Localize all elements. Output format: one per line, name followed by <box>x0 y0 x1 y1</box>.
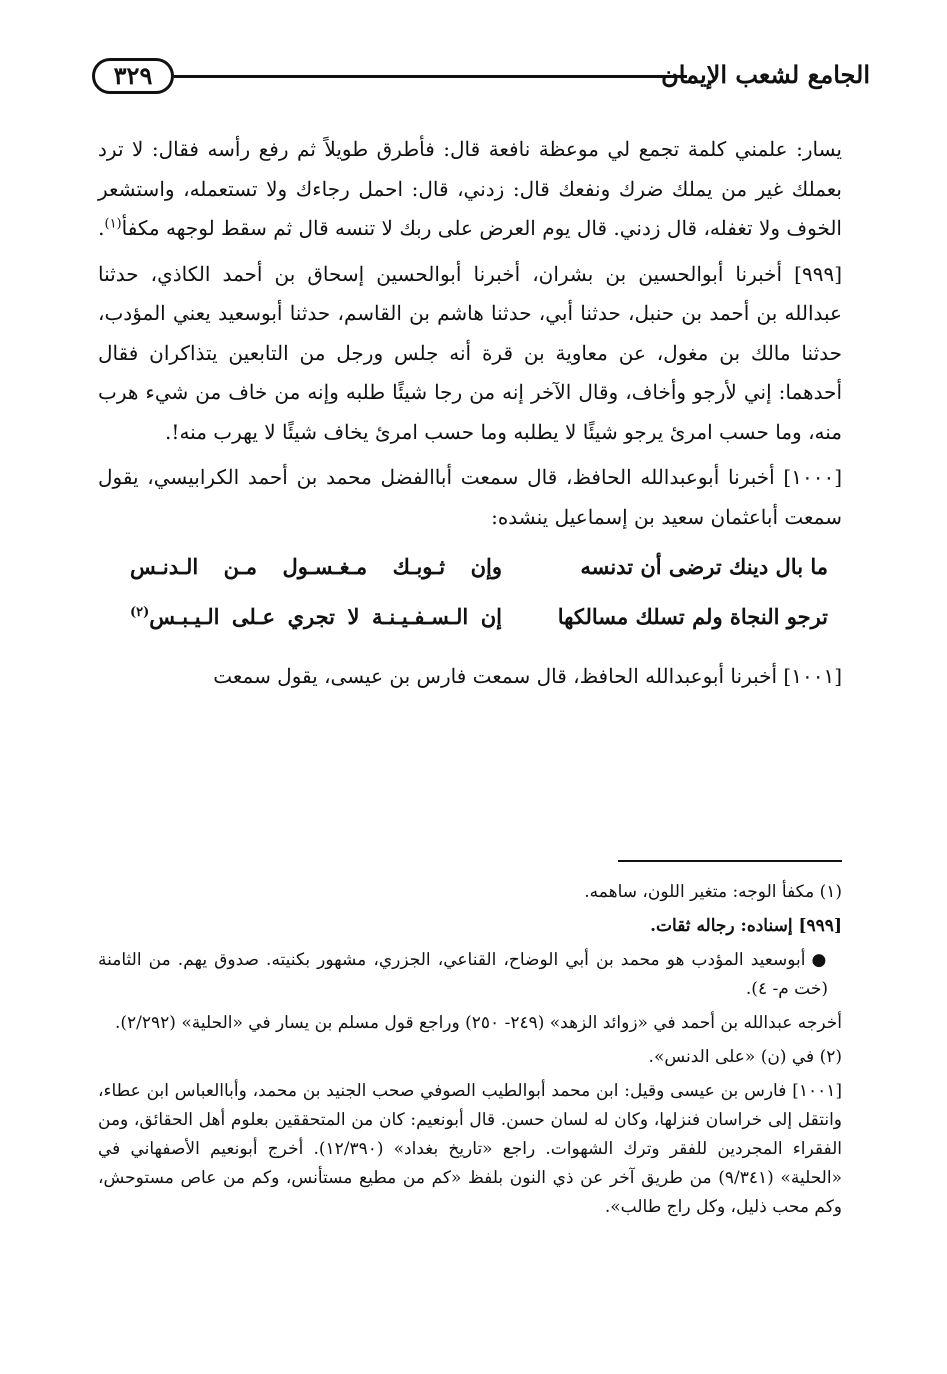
poem-hemistich <box>130 597 502 637</box>
page-number: ٣٢٩ <box>92 58 174 94</box>
paragraph-continuation <box>98 130 842 249</box>
footnote-999-narrator <box>98 946 842 1004</box>
page-header <box>92 58 870 100</box>
poem-verse <box>98 547 842 597</box>
paragraph-text: يسار: علمني كلمة تجمع لي موعظة نافعة قال: فأطرق طويلاً ثم رفع رأسه فقال: لا ترد بعملك غير من يملك ضرك ونفعك قال: زدني، قال: احمل رجاءك ولا تستعمله، واستشعر الخوف ولا تغفله، قال زدني. قال يوم العرض على ربك لا تنسه قال ثم سقط لوجهه مكفأ <box>98 137 842 240</box>
header-rule <box>174 75 687 78</box>
footnote-999-heading <box>98 912 842 941</box>
paragraph-end: . <box>98 216 105 240</box>
footnote-999-narrator-text: أبوسعيد المؤدب هو محمد بن أبي الوضاح، القناعي، الجزري، مشهور بكنيته. صدوق يهم. من الثامنة (خت م- ٤). <box>98 950 828 999</box>
poem-hemistich: ما بال دينك ترضى أن تدنسه <box>580 554 828 579</box>
footnote-reference: (٢) <box>130 605 150 620</box>
hadith-1000: [١٠٠٠] أخبرنا أبوعبدالله الحافظ، قال سمعت أباالفضل محمد بن أحمد الكرابيسي، يقول سمعت أباعثمان سعيد بن إسماعيل ينشده: <box>98 465 842 529</box>
poem-hemistich: وإن ثـوبـك مـغـسـول مـن الـدنـس <box>130 554 502 579</box>
footnote-2: (٢) في (ن) «على الدنس». <box>648 1047 842 1067</box>
running-title: الجامع لشعب الإيمان <box>661 60 870 89</box>
poem-hemistich: ترجو النجاة ولم تسلك مسالكها <box>557 604 828 629</box>
hadith-1001: [١٠٠١] أخبرنا أبوعبدالله الحافظ، قال سمعت فارس بن عيسى، يقول سمعت <box>213 664 842 688</box>
bullet-icon: ● <box>811 950 828 970</box>
main-text <box>98 130 842 703</box>
footnotes <box>98 878 842 1227</box>
footnote-1001: [١٠٠١] فارس بن عيسى وقيل: ابن محمد أبوالطيب الصوفي صحب الجنيد بن محمد، وأباالعباس ابن عطاء، وانتقل إلى خراسان فنزلها، وكان له لسان حسن. قال أبونعيم: كان من المتحققين بعلوم أهل الحقائق، ومن الفقراء المجردين للفقر وترك الشهوات. راجع «تاريخ بغداد» (١٢/٣٩٠). أخرج أبونعيم الأصفهاني في «الحلية» (٩/٣٤١) من طريق آخر عن ذي النون بلفظ «كم من مطيع مستأنس، وكم من عاص مستوحش، وكم محب ذليل، وكل راج طالب». <box>98 1081 842 1217</box>
poem <box>98 547 842 647</box>
hadith-999: [٩٩٩] أخبرنا أبوالحسين بن بشران، أخبرنا أبوالحسين إسحاق بن أحمد الكاذي، حدثنا عبدالله بن أحمد بن حنبل، حدثنا أبي، حدثنا هاشم بن القاسم، حدثنا أبوسعيد يعني المؤدب، حدثنا مالك بن مغول، عن معاوية بن قرة أنه جلس ورجل من التابعين يتذاكران فقال أحدهما: إني لأرجو وأخاف، وقال الآخر إنه من رجا شيئًا طلبه وإنه من خاف من شيء هرب منه، وما حسب امرئ يرجو شيئًا لا يطلبه وما حسب امرئ يخاف شيئًا لا يهرب منه!. <box>98 261 843 444</box>
footnote-999-heading-text: [٩٩٩] إسناده: رجاله ثقات. <box>650 916 842 936</box>
poem-verse <box>98 597 842 647</box>
footnote-reference: (١) <box>104 216 122 232</box>
footnote-999-takhrij: أخرجه عبدالله بن أحمد في «زوائد الزهد» (٢٤٩- ٢٥٠) وراجع قول مسلم بن يسار في «الحلية» (٢/٢٩٢). <box>114 1013 842 1033</box>
poem-hemistich-text: إن الـسـفـيـنـة لا تجري عـلى الـيـبـس <box>149 604 502 629</box>
footnote-separator <box>618 860 842 862</box>
footnote-1: (١) مكفأ الوجه: متغير اللون، ساهمه. <box>584 882 842 902</box>
